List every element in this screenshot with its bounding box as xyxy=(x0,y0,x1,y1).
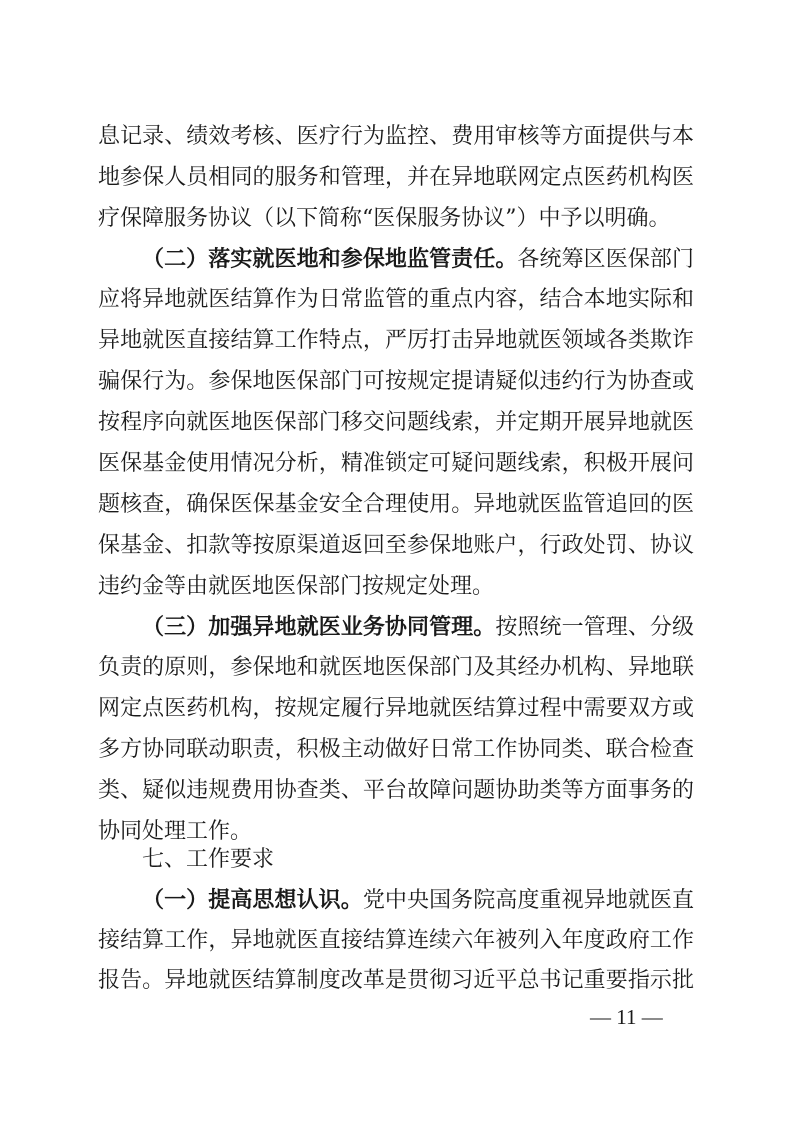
section-heading-line xyxy=(98,885,694,916)
body-text-line: 多方协同联动职责，积极主动做好日常工作协同类、联合检查 xyxy=(98,737,694,762)
section-title: （三）加强异地就医业务协同管理。 xyxy=(142,614,496,640)
body-text-line: 题核查，确保医保基金安全合理使用。异地就医监管追回的医 xyxy=(98,492,694,517)
body-text-line: 类、疑似违规费用协查类、平台故障问题协助类等方面事务的 xyxy=(98,778,694,803)
body-text-line: 负责的原则，参保地和就医地医保部门及其经办机构、异地联 xyxy=(98,655,694,680)
body-text-line: 骗保行为。参保地医保部门可按规定提请疑似违约行为协查或 xyxy=(98,369,694,394)
body-text-line: 接结算工作，异地就医直接结算连续六年被列入年度政府工作 xyxy=(98,928,694,953)
body-text-line: 违约金等由就医地医保部门按规定处理。 xyxy=(98,574,495,599)
page-number: — 11 — xyxy=(590,1005,663,1029)
section-first-line-text: 按照统一管理、分级 xyxy=(495,615,694,640)
chapter-heading: 七、工作要求 xyxy=(142,847,275,872)
body-text-line: 地参保人员相同的服务和管理，并在异地联网定点医药机构医 xyxy=(98,165,694,190)
section-first-line-text: 各统筹区医保部门 xyxy=(517,247,694,272)
body-text-line: 异地就医直接结算工作特点，严厉打击异地就医领域各类欺诈 xyxy=(98,328,694,353)
body-text-line: 协同处理工作。 xyxy=(98,819,253,844)
section-heading-line xyxy=(98,612,694,643)
section-title: （一）提高思想认识。 xyxy=(142,887,363,913)
body-text-line: 应将异地就医结算作为日常监管的重点内容，结合本地实际和 xyxy=(98,287,694,312)
body-text-line: 按程序向就医地医保部门移交问题线索，并定期开展异地就医 xyxy=(98,410,694,435)
body-text-line: 息记录、绩效考核、医疗行为监控、费用审核等方面提供与本 xyxy=(98,124,694,149)
section-first-line-text: 党中央国务院高度重视异地就医直 xyxy=(362,888,694,913)
section-title: （二）落实就医地和参保地监管责任。 xyxy=(142,246,518,272)
body-text-line: 保基金、扣款等按原渠道返回至参保地账户，行政处罚、协议 xyxy=(98,533,694,558)
body-text-line: 报告。异地就医结算制度改革是贯彻习近平总书记重要指示批 xyxy=(98,968,694,993)
body-text-line: 医保基金使用情况分析，精准锁定可疑问题线索，积极开展问 xyxy=(98,451,694,476)
section-heading-line xyxy=(98,244,694,275)
body-text-line: 疗保障服务协议（以下简称“医保服务协议”）中予以明确。 xyxy=(98,206,671,231)
body-text-line: 网定点医药机构，按规定履行异地就医结算过程中需要双方或 xyxy=(98,696,694,721)
